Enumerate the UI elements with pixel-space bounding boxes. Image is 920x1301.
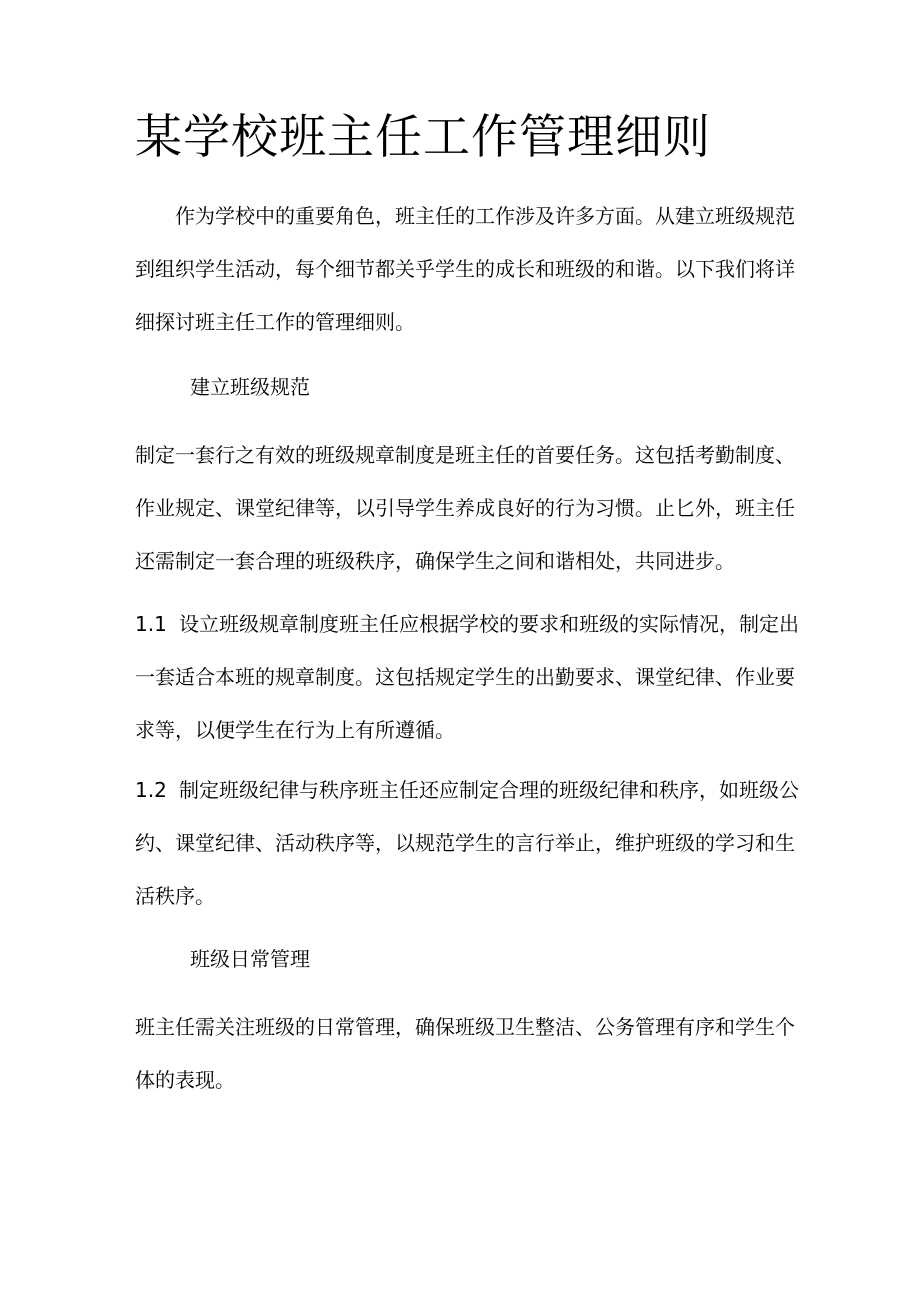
- document-title: 某学校班主任工作管理细则: [135, 110, 711, 165]
- numbered-item-1-1: [135, 598, 800, 757]
- section-heading-class-rules: 建立班级规范: [190, 375, 310, 399]
- section-heading-daily-management: 班级日常管理: [190, 947, 310, 971]
- intro-paragraph: 作为学校中的重要角色，班主任的工作涉及许多方面。从建立班级规范到组织学生活动，每个细节都关乎学生的成长和班级的和谐。以下我们将详细探讨班主任工作的管理细则。: [135, 204, 795, 334]
- numbered-item-1-2: [135, 764, 800, 923]
- item-text: 设立班级规章制度班主任应根据学校的要求和班级的实际情况，制定出一套适合本班的规章制度。这包括规定学生的出勤要求、课堂纪律、作业要求等，以便学生在行为上有所遵循。: [135, 612, 799, 742]
- section-paragraph-class-rules: 制定一套行之有效的班级规章制度是班主任的首要任务。这包括考勤制度、作业规定、课堂纪律等，以引导学生养成良好的行为习惯。止匕外，班主任还需制定一套合理的班级秩序，确保学生之间和谐相处，共同进步。: [135, 443, 795, 573]
- item-text: 制定班级纪律与秩序班主任还应制定合理的班级纪律和秩序，如班级公约、课堂纪律、活动秩序等，以规范学生的言行举止，维护班级的学习和生活秩序。: [135, 778, 799, 908]
- item-number: 1.2: [135, 778, 167, 802]
- section-paragraph-daily-management: 班主任需关注班级的日常管理，确保班级卫生整洁、公务管理有序和学生个体的表现。: [135, 1015, 795, 1092]
- item-number: 1.1: [135, 612, 167, 636]
